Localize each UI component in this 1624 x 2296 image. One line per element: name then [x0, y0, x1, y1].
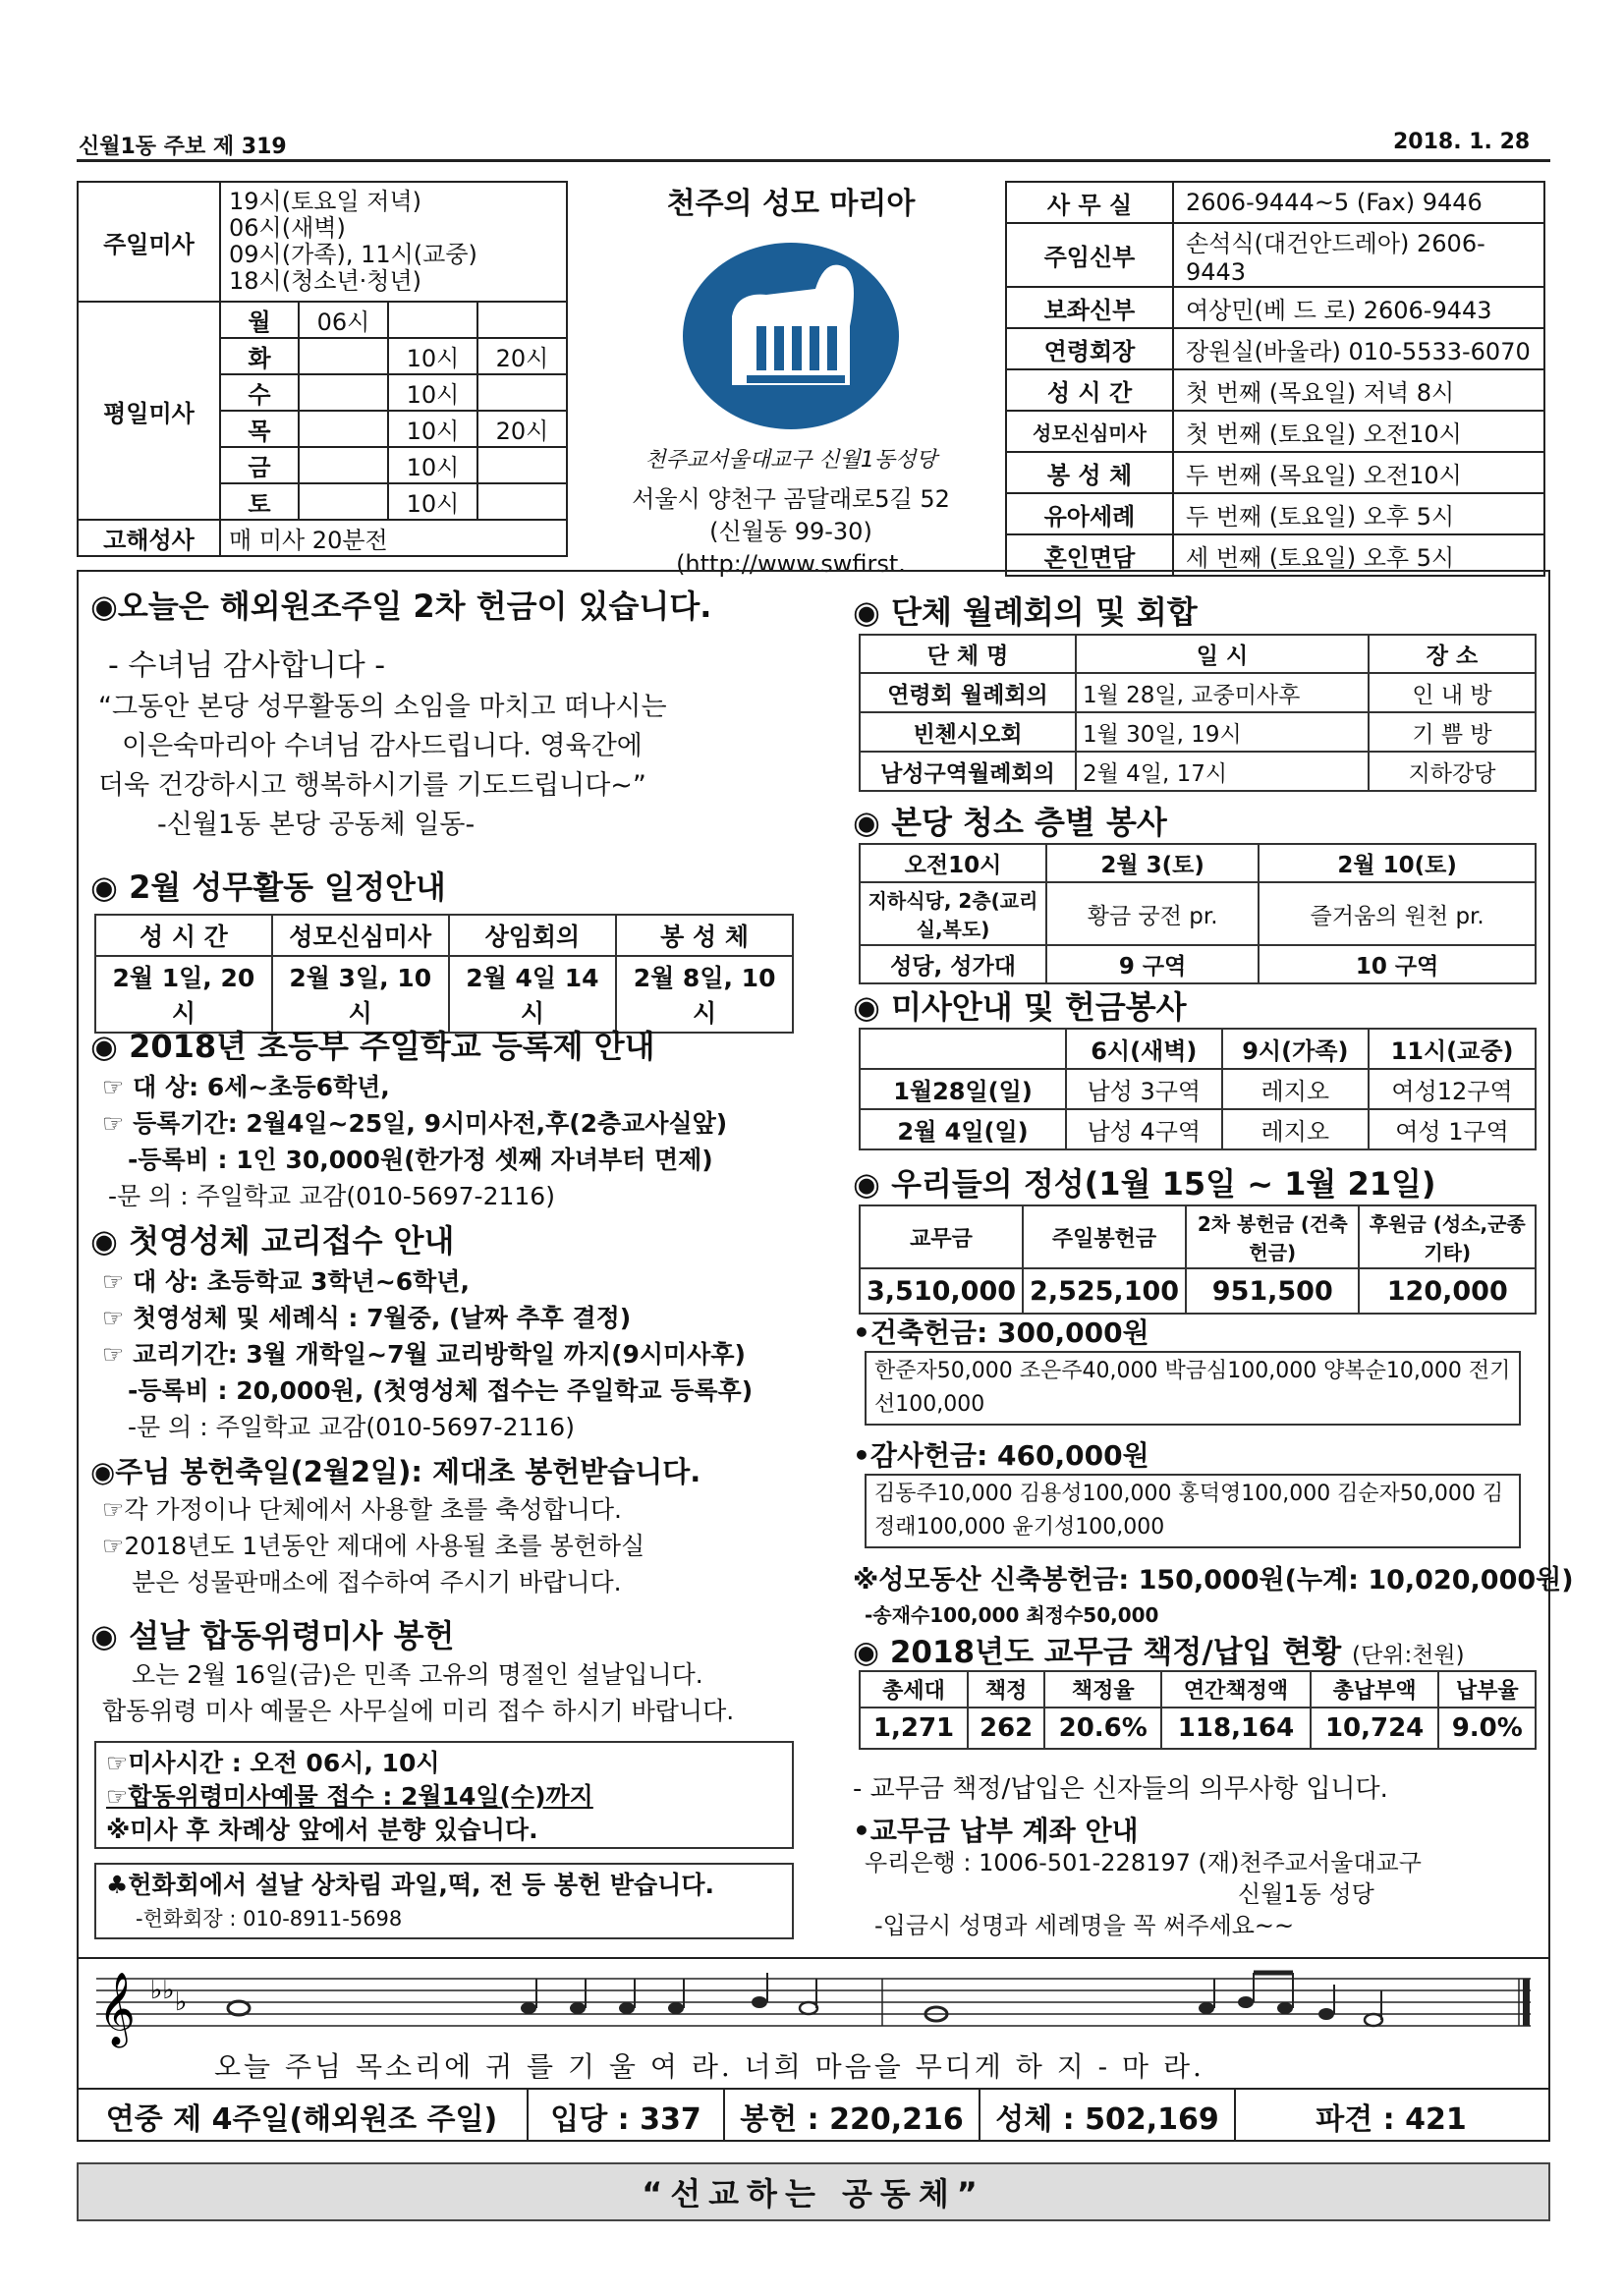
text-line: ※미사 후 차례상 앞에서 분향 있습니다.	[106, 1816, 538, 1844]
text-line: 더욱 건강하시고 행복하시기를 기도드립니다~”	[98, 770, 646, 801]
table-header: 봉 성 체	[616, 915, 793, 956]
table-header: 6시(새벽)	[1066, 1029, 1222, 1069]
statue-fund: ※성모동산 신축봉헌금: 150,000원(누계: 10,020,000원)	[853, 1565, 1574, 1596]
weekday-time: 20시	[477, 338, 567, 374]
table-row	[1006, 328, 1544, 369]
offertory-hymn: 봉헌 : 220,216	[725, 2090, 980, 2142]
section-title: ◉ 설날 합동위령미사 봉헌	[90, 1617, 455, 1654]
table-cell: 2월 3일, 10시	[272, 956, 449, 1033]
table-header: 단 체 명	[860, 635, 1076, 673]
table-cell: 2월 4일, 17시	[1076, 752, 1369, 791]
svg-text:♭♭: ♭♭	[150, 1976, 175, 2005]
offering-totals-table	[859, 1204, 1537, 1315]
table-row	[1006, 182, 1544, 223]
info-key: 주임신부	[1006, 223, 1173, 287]
parish-block	[589, 179, 992, 581]
table-cell: 10,724	[1311, 1708, 1439, 1749]
entrance-hymn: 입당 : 337	[529, 2090, 725, 2142]
table-cell: 지하식당, 2층(교리실,복도)	[860, 882, 1046, 945]
table-cell: 남성 4구역	[1066, 1109, 1222, 1149]
table-row	[1006, 411, 1544, 452]
weekday-time	[299, 483, 388, 520]
table-cell: 2월 1일, 20시	[95, 956, 272, 1033]
hymn-lyrics: 오늘 주님 목소리에 귀 를 기 울 여 라. 너희 마음을 무디게 하 지 - 마 라.	[214, 2050, 1204, 2083]
info-key: 혼인면담	[1006, 534, 1173, 576]
table-row	[1006, 223, 1544, 287]
table-cell: 3,510,000	[860, 1268, 1023, 1314]
table-cell: 여성 1구역	[1369, 1109, 1536, 1149]
confession-time: 매 미사 20분전	[220, 520, 567, 556]
table-cell: 2월 4일(일)	[860, 1109, 1066, 1149]
statue-fund-donors: -송재수100,000 최정수50,000	[865, 1603, 1159, 1627]
table-cell: 1,271	[860, 1708, 968, 1749]
table-cell: 지하강당	[1369, 752, 1536, 791]
table-cell: 빈첸시오회	[860, 712, 1076, 752]
section-title: ◉ 2월 성무활동 일정안내	[90, 868, 446, 906]
weekday-time	[477, 483, 567, 520]
table-cell: 1월 30일, 19시	[1076, 712, 1369, 752]
table-row	[1006, 287, 1544, 328]
section-title: ◉오늘은 해외원조주일 2차 헌금이 있습니다.	[90, 588, 712, 625]
info-key: 성 시 간	[1006, 369, 1173, 411]
text-line: 분은 성물판매소에 접수하여 주시기 바랍니다.	[132, 1568, 622, 1596]
weekday-time	[299, 374, 388, 411]
table-row	[860, 1109, 1536, 1149]
table-cell: 1월 28일, 교중미사후	[1076, 673, 1369, 712]
table-cell: 즐거움의 원천 pr.	[1259, 882, 1536, 945]
section-title: ◉주님 봉헌축일(2월2일): 제대초 봉헌받습니다.	[90, 1455, 701, 1488]
candle-info	[102, 1491, 810, 1600]
info-key: 유아세례	[1006, 493, 1173, 534]
table-header: 2월 10(토)	[1259, 844, 1536, 882]
table-cell: 기 쁨 방	[1369, 712, 1536, 752]
liturgy-stats-bar	[77, 2088, 1550, 2142]
text-line: ☞ 첫영성체 및 세례식 : 7월중, (날짜 추후 결정)	[102, 1304, 632, 1332]
music-staff-icon	[77, 1959, 1550, 2052]
parish-seal-text: 천주교서울대교구 신월1동성당	[644, 448, 937, 473]
text-line: -헌화회장 : 010-8911-5698	[136, 1907, 403, 1931]
recessional-hymn: 파견 : 421	[1316, 2101, 1467, 2137]
table-cell: 1월28일(일)	[860, 1069, 1066, 1109]
table-cell: 2,525,100	[1023, 1268, 1186, 1314]
table-header: 성 시 간	[95, 915, 272, 956]
group-meeting-table	[859, 634, 1537, 792]
weekday-time	[477, 374, 567, 411]
communion-hymn: 성체 : 502,169	[980, 2090, 1236, 2142]
table-cell: 레지오	[1222, 1109, 1369, 1149]
table-row	[860, 844, 1536, 882]
schedule-table	[94, 914, 794, 1034]
weekday-time	[299, 338, 388, 374]
text-line: “그동안 본당 성무활동의 소임을 마치고 떠나시는	[98, 692, 667, 722]
sunday-times	[220, 182, 567, 302]
table-row	[860, 882, 1536, 945]
text-line: 오는 2월 16일(금)은 민족 고유의 명절인 설날입니다.	[132, 1660, 703, 1689]
text-line: ☞합동위령미사예물 접수 : 2월14일(수)까지	[106, 1782, 593, 1811]
weekday-time	[299, 411, 388, 447]
parish-name: 천주의 성모 마리아	[666, 187, 916, 221]
weekday-time	[388, 302, 477, 338]
header-rule	[77, 159, 1550, 162]
table-cell: 951,500	[1186, 1268, 1359, 1314]
weekday-time: 06시	[299, 302, 388, 338]
table-cell: 레지오	[1222, 1069, 1369, 1109]
table-row	[1006, 452, 1544, 493]
text-line: -문 의 : 주일학교 교감(010-5697-2116)	[128, 1413, 575, 1441]
sunday-school-info	[102, 1069, 810, 1214]
table-cell: 연령회 월례회의	[860, 673, 1076, 712]
svg-text:𝄞: 𝄞	[98, 1973, 136, 2045]
text-line: ☞ 대 상: 초등학교 3학년~6학년,	[102, 1267, 470, 1296]
info-value: 세 번째 (토요일) 오후 5시	[1173, 534, 1544, 576]
table-cell: 성당, 성가대	[860, 945, 1046, 983]
table-header: 9시(가족)	[1222, 1029, 1369, 1069]
table-cell: 여성12구역	[1369, 1069, 1536, 1109]
weekday-time: 10시	[388, 374, 477, 411]
table-header: 11시(교중)	[1369, 1029, 1536, 1069]
table-cell: 118,164	[1161, 1708, 1310, 1749]
table-cell: 2월 4일 14시	[449, 956, 617, 1033]
text-line: -등록비 : 20,000원, (첫영성체 접수는 주일학교 등록후)	[128, 1376, 754, 1405]
dues-status-table	[859, 1670, 1537, 1750]
section-title	[853, 1627, 1465, 1671]
music-staff-area	[77, 1957, 1550, 2088]
info-key: 연령회장	[1006, 328, 1173, 369]
sunday-time: 09시(가족), 11시(교중)	[229, 241, 477, 268]
table-row	[78, 182, 567, 302]
text-line: -신월1동 본당 공동체 일동-	[157, 810, 476, 840]
table-row	[95, 915, 793, 956]
table-header	[860, 1029, 1066, 1069]
section-title: ◉ 본당 청소 층별 봉사	[853, 804, 1167, 841]
building-fund-title: •건축헌금: 300,000원	[853, 1316, 1149, 1349]
weekday-time: 20시	[477, 411, 567, 447]
sunday-label: 주일미사	[78, 182, 220, 302]
section-title-text: ◉ 2018년도 교무금 책정/납입 현황	[853, 1635, 1342, 1670]
bulletin-number: 신월1동 주보 제 319	[79, 135, 287, 159]
table-header: 오전10시	[860, 844, 1046, 882]
text-line: 우리은행 : 1006-501-228197 (재)천주교서울대교구	[865, 1849, 1422, 1876]
mass-schedule-table	[77, 181, 568, 557]
unit-label: (단위:천원)	[1352, 1643, 1465, 1668]
text-line: ☞2018년도 1년동안 제대에 사용될 초를 봉헌하실	[102, 1532, 645, 1560]
weekday-day: 화	[220, 338, 299, 374]
info-key: 사 무 실	[1006, 182, 1173, 223]
table-header: 주일봉헌금	[1023, 1205, 1186, 1268]
text-line: -등록비 : 1인 30,000원(한가정 셋째 자녀부터 면제)	[128, 1146, 713, 1174]
table-row	[860, 635, 1536, 673]
memorial-mass-box	[94, 1741, 794, 1849]
communion-info	[102, 1263, 810, 1445]
table-cell: 2월 8일, 10시	[616, 956, 793, 1033]
table-row	[860, 1205, 1536, 1268]
table-row	[860, 1708, 1536, 1749]
table-header: 연간책정액	[1161, 1671, 1310, 1708]
weekday-time	[477, 302, 567, 338]
info-value: 첫 번째 (목요일) 저녁 8시	[1173, 369, 1544, 411]
flower-committee-box	[94, 1863, 794, 1939]
thanks-message	[98, 688, 806, 845]
table-header: 책정	[968, 1671, 1044, 1708]
table-header: 총세대	[860, 1671, 968, 1708]
mass-offering-table	[859, 1028, 1537, 1150]
parish-address-old: (신월동 99-30)	[709, 518, 872, 545]
table-header: 일 시	[1076, 635, 1369, 673]
table-cell: 20.6%	[1044, 1708, 1161, 1749]
table-row	[860, 752, 1536, 791]
info-key: 성모신심미사	[1006, 411, 1173, 452]
parish-address: 서울시 양천구 곰달래로5길 52	[632, 485, 950, 513]
table-row	[860, 673, 1536, 712]
account-info	[865, 1847, 1533, 1941]
weekday-time: 10시	[388, 411, 477, 447]
table-row	[1006, 493, 1544, 534]
sunday-time: 19시(토요일 저녁)	[229, 188, 421, 215]
table-header: 총납부액	[1311, 1671, 1439, 1708]
text-line: 합동위령 미사 예물은 사무실에 미리 접수 하시기 바랍니다.	[102, 1697, 735, 1725]
thanks-title: - 수녀님 감사합니다 -	[108, 648, 386, 683]
table-header: 2월 3(토)	[1046, 844, 1259, 882]
table-header: 책정율	[1044, 1671, 1161, 1708]
liturgical-week: 연중 제 4주일(해외원조 주일)	[77, 2090, 529, 2142]
table-header: 납부율	[1438, 1671, 1536, 1708]
text-line: -입금시 성명과 세례명을 꼭 써주세요~~	[874, 1912, 1295, 1939]
dues-duty-note: - 교무금 책정/납입은 신자들의 의무사항 입니다.	[853, 1774, 1388, 1804]
section-title: ◉ 2018년 초등부 주일학교 등록제 안내	[90, 1028, 655, 1065]
table-cell: 9 구역	[1046, 945, 1259, 983]
parish-slogan: “선교하는 공동체”	[77, 2162, 1550, 2221]
table-row	[860, 1029, 1536, 1069]
info-value: 첫 번째 (토요일) 오전10시	[1173, 411, 1544, 452]
info-value: 두 번째 (토요일) 오후 5시	[1173, 493, 1544, 534]
info-key: 봉 성 체	[1006, 452, 1173, 493]
svg-text:♭: ♭	[175, 1988, 188, 2017]
text-line: -문 의 : 주일학교 교감(010-5697-2116)	[108, 1182, 555, 1210]
table-header: 상임회의	[449, 915, 617, 956]
table-row	[860, 945, 1536, 983]
table-header: 장 소	[1369, 635, 1536, 673]
text-line: ☞ 대 상: 6세~초등6학년,	[102, 1073, 390, 1101]
parish-contact-table	[1005, 181, 1545, 577]
table-header: 교무금	[860, 1205, 1023, 1268]
weekday-day: 월	[220, 302, 299, 338]
table-cell: 120,000	[1359, 1268, 1536, 1314]
text-line: 신월1동 성당	[1238, 1880, 1374, 1908]
weekday-label: 평일미사	[78, 302, 220, 520]
weekday-time: 10시	[388, 447, 477, 483]
text-line: ☞ 교리기간: 3월 개학일~7월 교리방학일 까지(9시미사후)	[102, 1340, 746, 1369]
cleaning-table	[859, 843, 1537, 984]
thanks-offering-donors: 김동주10,000 김용성100,000 홍덕영100,000 김순자50,000 김정래100,000 윤기성100,000	[865, 1474, 1521, 1548]
table-cell: 인 내 방	[1369, 673, 1536, 712]
section-title: ◉ 미사안내 및 헌금봉사	[853, 988, 1187, 1026]
text-line: ☞미사시간 : 오전 06시, 10시	[106, 1749, 440, 1777]
parish-url[interactable]: (http://www.swfirst.	[676, 550, 906, 578]
table-cell: 남성구역월례회의	[860, 752, 1076, 791]
table-row	[860, 1069, 1536, 1109]
table-row	[860, 1268, 1536, 1314]
weekday-time	[477, 447, 567, 483]
info-value: 여상민(베 드 로) 2606-9443	[1173, 287, 1544, 328]
info-value: 손석식(대건안드레아) 2606-9443	[1173, 223, 1544, 287]
info-value: 장원실(바울라) 010-5533-6070	[1173, 328, 1544, 369]
weekday-time: 10시	[388, 483, 477, 520]
table-header: 성모신심미사	[272, 915, 449, 956]
text-line: ♣헌화회에서 설날 상차림 과일,떡, 전 등 봉헌 받습니다.	[106, 1871, 714, 1899]
weekday-day: 목	[220, 411, 299, 447]
table-header: 후원금 (성소,군종기타)	[1359, 1205, 1536, 1268]
weekday-day: 금	[220, 447, 299, 483]
confession-label: 고해성사	[78, 520, 220, 556]
table-cell: 10 구역	[1259, 945, 1536, 983]
info-key: 보좌신부	[1006, 287, 1173, 328]
info-value: 두 번째 (목요일) 오전10시	[1173, 452, 1544, 493]
account-title: •교무금 납부 계좌 안내	[853, 1815, 1139, 1847]
table-row	[860, 1671, 1536, 1708]
weekday-day: 토	[220, 483, 299, 520]
table-row	[1006, 369, 1544, 411]
weekday-time: 10시	[388, 338, 477, 374]
building-fund-donors: 한준자50,000 조은주40,000 박금심100,000 양복순10,000 전기선100,000	[865, 1351, 1521, 1426]
table-cell: 262	[968, 1708, 1044, 1749]
table-cell: 9.0%	[1438, 1708, 1536, 1749]
text-line: ☞ 등록기간: 2월4일~25일, 9시미사전,후(2층교사실앞)	[102, 1109, 728, 1138]
section-title: ◉ 첫영성체 교리접수 안내	[90, 1222, 455, 1260]
table-cell: 황금 궁전 pr.	[1046, 882, 1259, 945]
table-row	[860, 712, 1536, 752]
table-header: 2차 봉헌금 (건축헌금)	[1186, 1205, 1359, 1268]
table-cell: 남성 3구역	[1066, 1069, 1222, 1109]
sunday-time: 06시(새벽)	[229, 214, 346, 242]
weekday-time	[299, 447, 388, 483]
section-title: ◉ 단체 월례회의 및 회합	[853, 593, 1198, 631]
thanks-offering-title: •감사헌금: 460,000원	[853, 1439, 1149, 1472]
sunday-time: 18시(청소년·청년)	[229, 267, 421, 295]
weekday-day: 수	[220, 374, 299, 411]
bulletin-date: 2018. 1. 28	[1393, 130, 1531, 154]
memorial-mass-info	[102, 1656, 810, 1729]
parish-logo-icon	[678, 238, 904, 434]
text-line: ☞각 가정이나 단체에서 사용할 초를 축성합니다.	[102, 1495, 622, 1524]
section-title: ◉ 우리들의 정성(1월 15일 ~ 1월 21일)	[853, 1165, 1436, 1203]
info-value: 2606-9444~5 (Fax) 9446	[1173, 182, 1544, 223]
text-line: 이은숙마리아 수녀님 감사드립니다. 영육간에	[122, 731, 643, 761]
